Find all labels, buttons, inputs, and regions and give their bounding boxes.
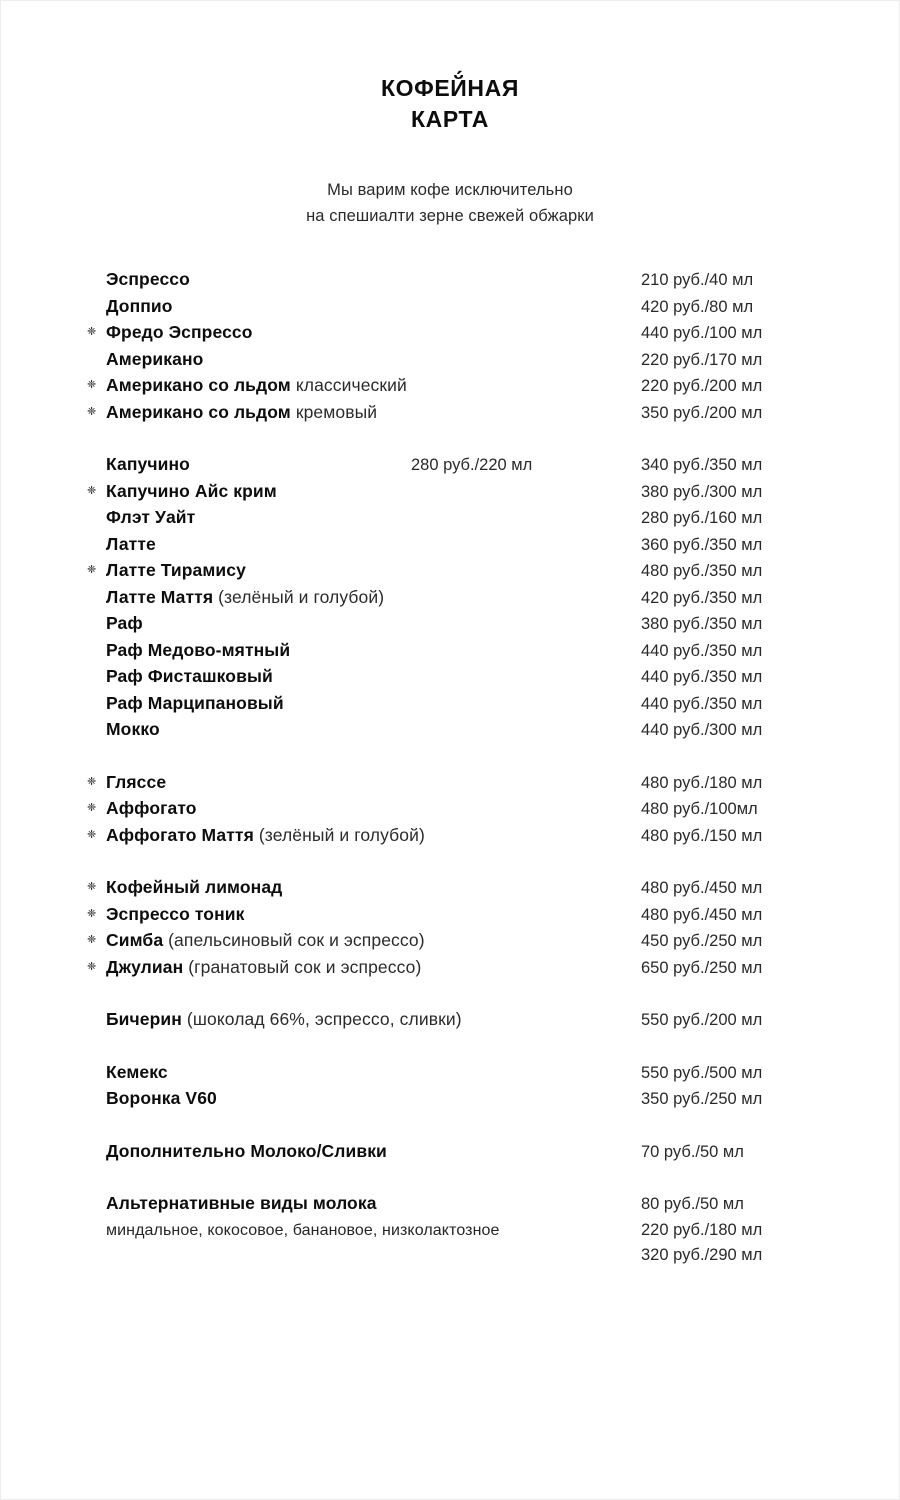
snowflake-icon: ❈ — [87, 828, 97, 841]
menu-row[interactable] — [87, 452, 839, 479]
menu-item-name: Раф — [106, 613, 143, 634]
menu-item-price: 480 руб./100мл — [641, 800, 758, 819]
menu-row[interactable] — [87, 373, 839, 400]
menu-row[interactable] — [87, 1086, 839, 1113]
menu-item-price: 70 руб./50 мл — [641, 1142, 744, 1161]
menu-row[interactable] — [87, 479, 839, 506]
menu-item-price: 440 руб./300 мл — [641, 721, 763, 740]
menu-row[interactable] — [87, 532, 839, 559]
icecream-group — [87, 770, 839, 850]
menu-item-price: 550 руб./500 мл — [641, 1063, 763, 1082]
milk-drinks-group — [87, 452, 839, 744]
page-subtitle-line-1: Мы варим кофе исключительно — [327, 181, 573, 200]
snowflake-icon: ❈ — [87, 960, 97, 973]
page-title — [1, 73, 899, 134]
menu-item-price: 550 руб./200 мл — [641, 1011, 763, 1030]
alternative-milk-price-1: 80 руб./50 мл — [641, 1195, 744, 1214]
menu-item-price: 350 руб./200 мл — [641, 403, 763, 422]
menu-row[interactable] — [87, 638, 839, 665]
menu-item-price: 440 руб./350 мл — [641, 668, 763, 687]
alternative-milk-kinds: миндальное, кокосовое, банановое, низколактозное — [106, 1221, 500, 1239]
menu-row[interactable] — [87, 1060, 839, 1087]
snowflake-icon: ❈ — [87, 934, 97, 947]
menu-item-price: 220 руб./200 мл — [641, 377, 763, 396]
page-title-line-1: КОФЕЙ́НАЯ — [381, 75, 519, 101]
menu-item-name: Капучино — [106, 454, 190, 475]
page-title-line-2: КАРТА — [411, 105, 489, 132]
menu-item-price: 380 руб./350 мл — [641, 615, 763, 634]
snowflake-icon: ❈ — [87, 802, 97, 815]
menu-item-price: 420 руб./80 мл — [641, 297, 754, 316]
menu-item-name: Кофейный лимонад — [106, 877, 283, 898]
menu-item-name: Аффогато Маття (зелёный и голубой) — [106, 824, 425, 845]
menu-item-description: кремовый — [290, 401, 378, 422]
menu-row[interactable] — [87, 717, 839, 744]
page-subtitle — [1, 134, 899, 229]
menu-row[interactable] — [87, 902, 839, 929]
menu-item-description: классический — [290, 375, 407, 396]
menu-row[interactable] — [87, 1139, 839, 1166]
menu-item-price: 280 руб./160 мл — [641, 509, 763, 528]
menu-row[interactable] — [87, 347, 839, 374]
menu-item-name: Симба (апельсиновый сок и эспрессо) — [106, 930, 425, 951]
menu-item-price: 450 руб./250 мл — [641, 932, 763, 951]
menu-item-description: (гранатовый сок и эспрессо) — [183, 956, 422, 977]
menu-item-price: 440 руб./350 мл — [641, 694, 763, 713]
snowflake-icon: ❈ — [87, 405, 97, 418]
menu-item-name: Эспрессо тоник — [106, 903, 245, 924]
menu-row[interactable] — [87, 928, 839, 955]
menu-item-price: 440 руб./100 мл — [641, 324, 763, 343]
alternative-milk-price-2: 220 руб./180 мл — [641, 1220, 763, 1239]
menu-row[interactable] — [87, 955, 839, 982]
menu-item-price: 350 руб./250 мл — [641, 1090, 763, 1109]
page-subtitle-line-2: на спешиалти зерне свежей обжарки — [306, 206, 594, 225]
menu-item-price: 210 руб./40 мл — [641, 271, 754, 290]
menu-item-name: Доппио — [106, 295, 173, 316]
menu-row[interactable] — [87, 320, 839, 347]
menu-item-description: (апельсиновый сок и эспрессо) — [163, 930, 425, 951]
menu-item-description: (шоколад 66%, эспрессо, сливки) — [181, 1009, 462, 1030]
menu-header — [1, 1, 899, 229]
menu-item-name: Воронка V60 — [106, 1088, 217, 1109]
refreshing-group — [87, 875, 839, 981]
alternative-milk-title: Альтернативные виды молока — [106, 1193, 377, 1214]
menu-row[interactable] — [87, 400, 839, 427]
menu-item-name: Американо со льдом классический — [106, 375, 407, 396]
snowflake-icon: ❈ — [87, 326, 97, 339]
menu-row[interactable] — [87, 1007, 839, 1034]
menu-item-price: 650 руб./250 мл — [641, 958, 763, 977]
menu-row[interactable] — [87, 823, 839, 850]
menu-item-name: Джулиан (гранатовый сок и эспрессо) — [106, 956, 422, 977]
filter-group — [87, 1060, 839, 1113]
menu-item-name: Аффогато — [106, 798, 197, 819]
menu-item-price: 480 руб./180 мл — [641, 773, 763, 792]
menu-row[interactable] — [87, 691, 839, 718]
menu-row[interactable] — [87, 664, 839, 691]
bicerin-group — [87, 1007, 839, 1034]
snowflake-icon: ❈ — [87, 564, 97, 577]
menu-item-name: Мокко — [106, 719, 160, 740]
menu-item-price: 480 руб./450 мл — [641, 905, 763, 924]
menu-item-name: Капучино Айс крим — [106, 480, 277, 501]
menu-item-description: (зелёный и голубой) — [213, 586, 385, 607]
espresso-group — [87, 267, 839, 426]
menu-item-price: 440 руб./350 мл — [641, 641, 763, 660]
alternative-milk-price-3: 320 руб./290 мл — [641, 1246, 763, 1265]
menu-item-name: Эспрессо — [106, 269, 190, 290]
menu-row[interactable] — [87, 505, 839, 532]
menu-row[interactable] — [87, 875, 839, 902]
menu-item-price: 220 руб./170 мл — [641, 350, 763, 369]
snowflake-icon: ❈ — [87, 484, 97, 497]
menu-row[interactable] — [87, 770, 839, 797]
snowflake-icon: ❈ — [87, 379, 97, 392]
menu-item-name: Гляссе — [106, 771, 167, 792]
menu-item-name: Кемекс — [106, 1061, 168, 1082]
menu-item-name: Латте Тирамису — [106, 560, 246, 581]
menu-row[interactable] — [87, 585, 839, 612]
snowflake-icon: ❈ — [87, 907, 97, 920]
menu-row[interactable] — [87, 611, 839, 638]
menu-row[interactable] — [87, 294, 839, 321]
menu-item-name: Латте Маття (зелёный и голубой) — [106, 586, 385, 607]
menu-item-name: Американо со льдом кремовый — [106, 401, 378, 422]
menu-row[interactable] — [87, 1218, 839, 1244]
menu-row[interactable] — [87, 267, 839, 294]
menu-row[interactable] — [87, 1243, 839, 1269]
menu-item-price: 360 руб./350 мл — [641, 535, 763, 554]
menu-item-price: 340 руб./350 мл — [641, 456, 763, 475]
menu-item-name: Раф Медово-мятный — [106, 639, 291, 660]
menu-item-name: Латте — [106, 533, 156, 554]
menu-item-name: Фредо Эспрессо — [106, 322, 253, 343]
menu-item-description: (зелёный и голубой) — [253, 824, 425, 845]
menu-item-name: Дополнительно Молоко/Сливки — [106, 1140, 387, 1161]
menu-row[interactable] — [87, 558, 839, 585]
menu-item-price: 480 руб./150 мл — [641, 826, 763, 845]
menu-item-price: 420 руб./350 мл — [641, 588, 763, 607]
menu-item-name: Флэт Уайт — [106, 507, 196, 528]
menu-item-price: 480 руб./450 мл — [641, 879, 763, 898]
menu-row[interactable] — [87, 796, 839, 823]
menu-item-name: Раф Фисташковый — [106, 666, 273, 687]
snowflake-icon: ❈ — [87, 775, 97, 788]
menu-row[interactable] — [87, 1191, 839, 1218]
alternative-milk-group — [87, 1191, 839, 1269]
menu-item-price: 380 руб./300 мл — [641, 482, 763, 501]
menu-item-name: Американо — [106, 348, 204, 369]
menu-item-name: Раф Марципановый — [106, 692, 284, 713]
snowflake-icon: ❈ — [87, 881, 97, 894]
menu-item-price-small: 280 руб./220 мл — [411, 456, 533, 475]
menu-list — [1, 267, 899, 1269]
menu-item-price: 480 руб./350 мл — [641, 562, 763, 581]
menu-item-name: Бичерин (шоколад 66%, эспрессо, сливки) — [106, 1009, 462, 1030]
extra-milk-group — [87, 1139, 839, 1166]
